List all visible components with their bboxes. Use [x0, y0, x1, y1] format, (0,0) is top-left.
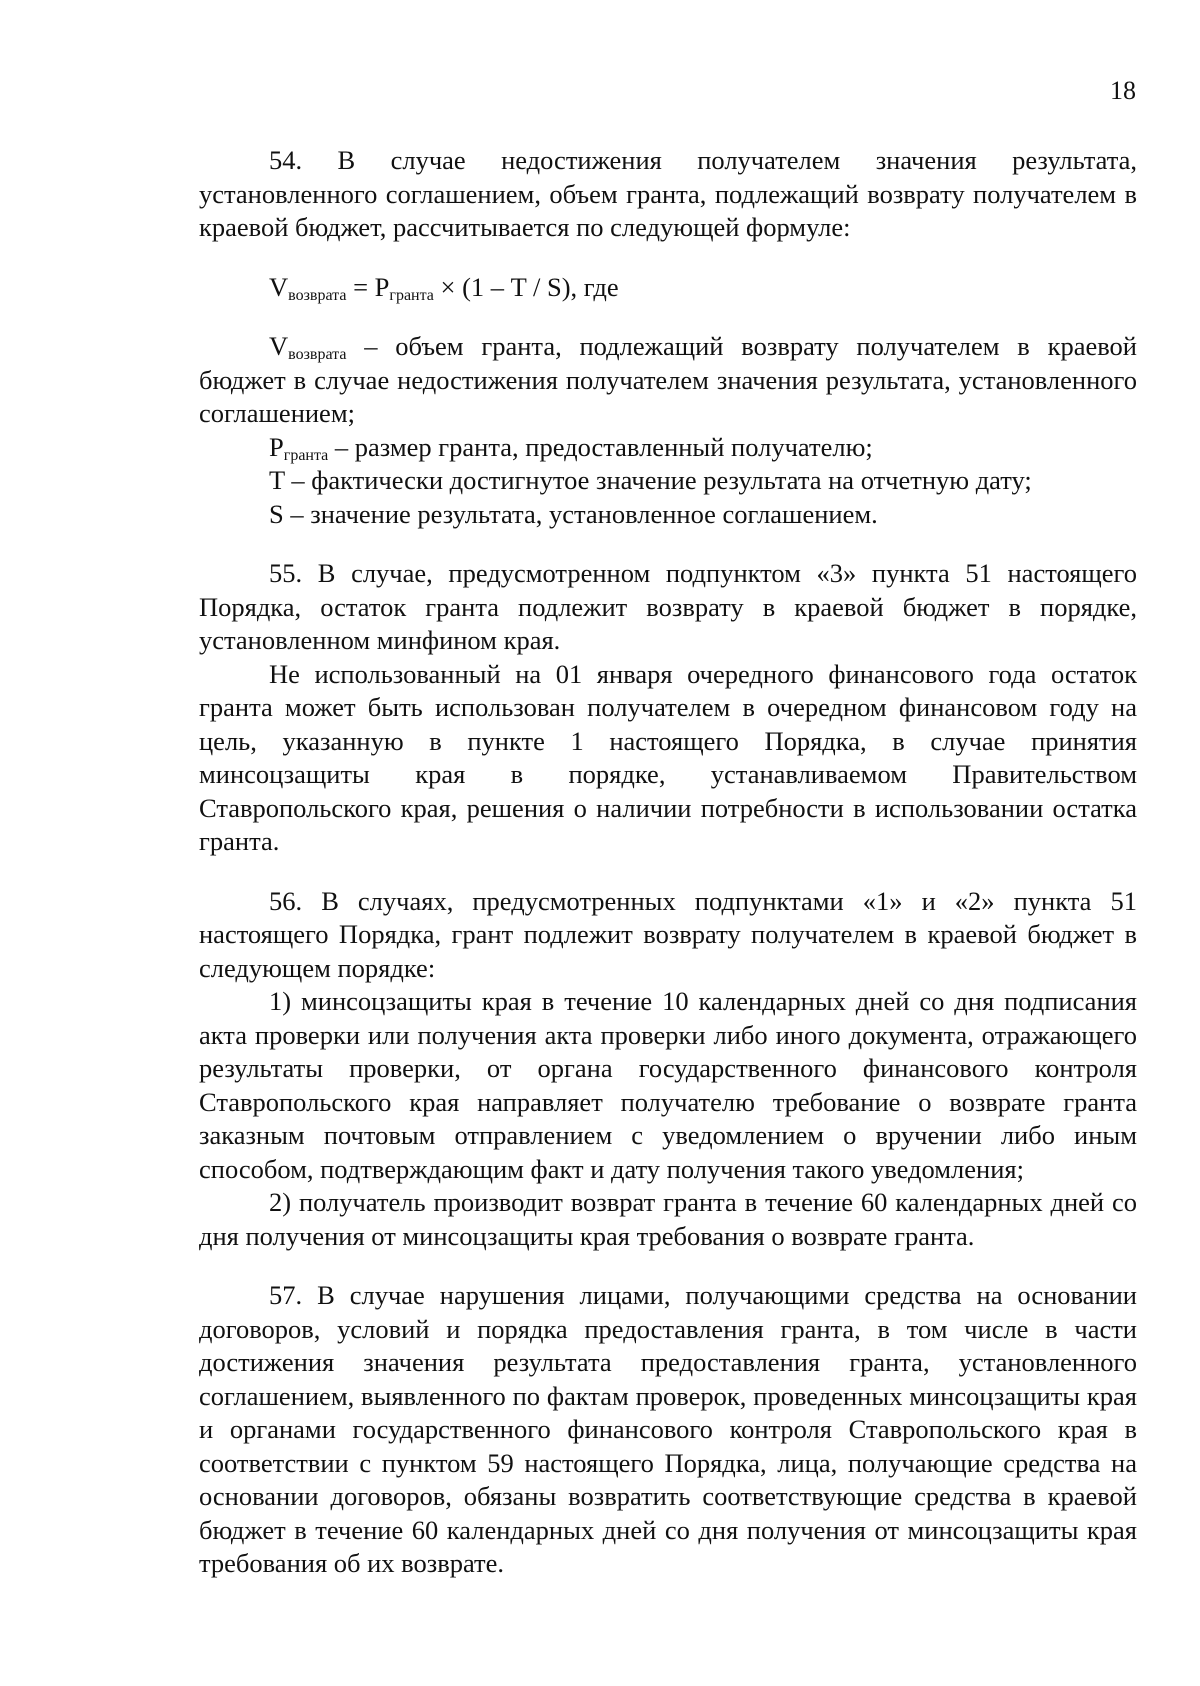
paragraph-56-item-1: 1) минсоцзащиты края в течение 10 календарных дней со дня подписания акта проверки или получения акта проверки либо иного документа, отражающего результаты проверки, от органа государственного финансового контроля Ставропольского края направляет получателю требование о возврате гранта заказным почтовым отправлением с уведомлением о вручении либо иным способом, подтверждающим факт и дату получения такого уведомления;	[199, 986, 1137, 1184]
definition-v-symbol: V	[269, 331, 289, 361]
paragraph-55-continued: Не использованный на 01 января очередного финансового года остаток гранта может быть использован получателем в очередном финансовом году на цель, указанную в пункте 1 настоящего Порядка, в случае принятия минсоцзащиты края в порядке, устанавливаемом Правительством Ставропольского края, решения о наличии потребности в использовании остатка гранта.	[199, 658, 1137, 856]
page-number: 18	[1110, 76, 1136, 105]
definition-t: T – фактически достигнутое значение результата на отчетную дату;	[269, 465, 1032, 495]
paragraph-57: 57. В случае нарушения лицами, получающими средства на основании договоров, условий и порядка предоставления гранта, в том числе в части достижения значения результата предоставления гранта, установленного соглашением, выявленного по фактам проверок, проведенных минсоцзащиты края и органами государственного финансового контроля Ставропольского края в соответствии с пунктом 59 настоящего Порядка, лица, получающие средства на основании договоров, обязаны возвратить соответствующие средства в краевой бюджет в течение 60 календарных дней со дня получения от минсоцзащиты края требования об их возврате.	[199, 1280, 1137, 1578]
paragraph-54: 54. В случае недостижения получателем значения результата, установленного соглашением, объем гранта, подлежащий возврату получателем в краевой бюджет, рассчитывается по следующей формуле:	[199, 145, 1137, 242]
definition-p-sub: гранта	[283, 446, 329, 464]
definition-v-sub: возврата	[288, 346, 347, 363]
definition-p	[199, 431, 1137, 465]
paragraph-55: 55. В случае, предусмотренном подпунктом «3» пункта 51 настоящего Порядка, остаток гранта подлежит возврату в краевой бюджет в порядке, установленном минфином края.	[199, 558, 1137, 655]
paragraph-56: 56. В случаях, предусмотренных подпунктами «1» и «2» пункта 51 настоящего Порядка, грант подлежит возврату получателем в краевой бюджет в следующем порядке:	[199, 885, 1137, 983]
formula-v: V	[269, 271, 289, 302]
formula-rest: × (1 – T / S), где	[433, 271, 619, 302]
paragraph-56-item-2: 2) получатель производит возврат гранта в течение 60 календарных дней со дня получения от минсоцзащиты края требования о возврате гранта.	[199, 1187, 1137, 1251]
formula-line	[199, 271, 1137, 305]
document-body	[199, 144, 1137, 1581]
definition-s: S – значение результата, установленное соглашением.	[269, 498, 878, 529]
formula-v-sub: возврата	[288, 286, 347, 304]
definition-v-text: – объем гранта, подлежащий возврату получателем в краевой бюджет в случае недостижения получателем значения результата, установленного соглашением;	[199, 331, 1137, 428]
formula-p-sub: гранта	[389, 286, 434, 304]
formula-p: P	[374, 271, 390, 302]
formula-eq: =	[346, 271, 375, 302]
definition-p-symbol: P	[269, 431, 284, 462]
definition-v	[199, 330, 1137, 431]
definition-p-text: – размер гранта, предоставленный получателю;	[328, 431, 873, 462]
